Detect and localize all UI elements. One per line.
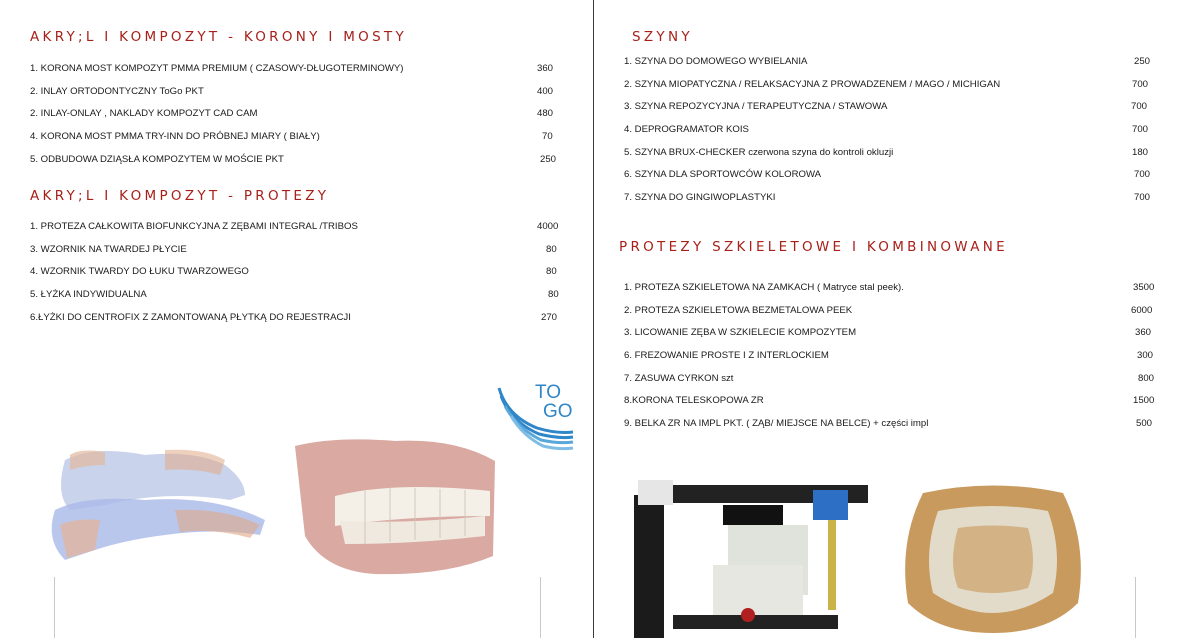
item-label: 8.KORONA TELESKOPOWA ZR: [624, 395, 764, 407]
item-price: 3500: [1133, 282, 1155, 293]
price-row: [30, 86, 590, 109]
articulator-illustration: [628, 465, 873, 638]
item-label: 3. LICOWANIE ZĘBA W SZKIELECIE KOMPOZYTEM: [624, 327, 857, 339]
item-price: 700: [1132, 78, 1149, 90]
item-label: 3. SZYNA REPOZYCYJNA / TERAPEUTYCZNA / STAWOWA: [624, 101, 888, 113]
price-row: [624, 305, 1164, 328]
item-label: 5. ŁYŻKA INDYWIDUALNA: [30, 289, 147, 301]
price-row: [624, 395, 1164, 418]
plaster-model-illustration: [898, 483, 1088, 638]
section-heading-korony-mosty: AKRY;L I KOMPOZYT - KORONY I MOSTY: [30, 29, 408, 45]
item-label: 2. PROTEZA SZKIELETOWA BEZMETALOWA PEEK: [624, 304, 853, 316]
price-row: [624, 169, 1164, 192]
item-price: 270: [541, 311, 558, 323]
frame-line: [54, 577, 55, 638]
item-label: 1. PROTEZA SZKIELETOWA NA ZAMKACH ( Matryce stal peek).: [624, 282, 904, 293]
item-label: 1. PROTEZA CAŁKOWITA BIOFUNKCYJNA Z ZĘBAMI INTEGRAL /TRIBOS: [30, 221, 358, 232]
item-price: 80: [548, 289, 559, 301]
item-price: 800: [1138, 372, 1155, 384]
item-price: 250: [1134, 56, 1151, 67]
splint-model-illustration: [45, 440, 275, 580]
item-price: 500: [1136, 418, 1153, 430]
price-row: [624, 147, 1164, 170]
price-row: [30, 154, 590, 177]
item-price: 700: [1134, 192, 1151, 204]
frame-line: [1135, 577, 1136, 638]
price-row: [30, 108, 590, 131]
item-price: 700: [1131, 101, 1148, 113]
item-price: 80: [546, 243, 557, 255]
price-row: [624, 327, 1164, 350]
price-row: [30, 289, 590, 312]
item-label: 9. BELKA ZR NA IMPL PKT. ( ZĄB/ MIEJSCE NA BELCE) + części impl: [624, 418, 929, 430]
item-price: 700: [1134, 169, 1151, 181]
price-row: [30, 244, 590, 267]
item-price: 80: [546, 266, 557, 278]
togo-logo: [497, 376, 577, 456]
price-list-szyny: [624, 56, 1164, 215]
item-label: 1. KORONA MOST KOMPOZYT PMMA PREMIUM ( CZASOWY-DŁUGOTERMINOWY): [30, 63, 404, 74]
item-label: 3. WZORNIK NA TWARDEJ PŁYCIE: [30, 243, 187, 255]
item-label: 6. SZYNA DLA SPORTOWCÓW KOLOROWA: [624, 169, 822, 181]
logo-text-to: TO: [535, 382, 562, 403]
item-price: 360: [537, 63, 554, 74]
price-list-protezy: [30, 221, 590, 334]
price-list-protezy-szkieletowe: [624, 282, 1164, 441]
section-heading-szyny: SZYNY: [632, 29, 693, 45]
item-price: 300: [1137, 350, 1154, 362]
frame-line: [540, 577, 541, 638]
item-price: 70: [542, 131, 553, 143]
price-row: [30, 312, 590, 335]
item-label: 2. SZYNA MIOPATYCZNA / RELAKSACYJNA Z PROWADZENEM / MAGO / MICHIGAN: [624, 78, 1001, 90]
price-row: [624, 101, 1164, 124]
price-row: [30, 63, 590, 86]
item-label: 4. DEPROGRAMATOR KOIS: [624, 124, 749, 136]
item-label: 2. INLAY-ONLAY , NAKLADY KOMPOZYT CAD CAM: [30, 108, 258, 120]
logo-text-go: GO: [543, 401, 573, 422]
price-row: [30, 221, 590, 244]
item-label: 6. FREZOWANIE PROSTE I Z INTERLOCKIEM: [624, 350, 829, 362]
price-row: [624, 56, 1164, 79]
item-label: 2. INLAY ORTODONTYCZNY ToGo PKT: [30, 85, 204, 97]
price-row: [30, 266, 590, 289]
item-price: 700: [1132, 124, 1149, 136]
page-divider: [593, 0, 594, 638]
item-price: 480: [537, 108, 554, 120]
price-row: [624, 282, 1164, 305]
section-heading-protezy: AKRY;L I KOMPOZYT - PROTEZY: [30, 188, 330, 204]
price-row: [30, 131, 590, 154]
item-label: 5. SZYNA BRUX-CHECKER czerwona szyna do kontroli okluzji: [624, 146, 894, 158]
item-price: 180: [1132, 146, 1149, 158]
item-price: 360: [1135, 327, 1152, 339]
item-price: 4000: [537, 221, 559, 232]
price-row: [624, 79, 1164, 102]
denture-illustration: [295, 436, 500, 581]
item-price: 6000: [1131, 304, 1153, 316]
item-label: 1. SZYNA DO DOMOWEGO WYBIELANIA: [624, 56, 808, 67]
item-label: 7. SZYNA DO GINGIWOPLASTYKI: [624, 192, 776, 204]
item-label: 6.ŁYŻKI DO CENTROFIX Z ZAMONTOWANĄ PŁYTKĄ DO REJESTRACJI: [30, 311, 351, 323]
item-label: 7. ZASUWA CYRKON szt: [624, 372, 734, 384]
item-label: 4. KORONA MOST PMMA TRY-INN DO PRÓBNEJ MIARY ( BIAŁY): [30, 131, 320, 143]
item-label: 4. WZORNIK TWARDY DO ŁUKU TWARZOWEGO: [30, 266, 249, 278]
item-label: 5. ODBUDOWA DZIĄSŁA KOMPOZYTEM W MOŚCIE PKT: [30, 153, 284, 165]
price-list-korony-mosty: [30, 63, 590, 176]
item-price: 1500: [1133, 395, 1155, 407]
price-row: [624, 350, 1164, 373]
section-heading-protezy-szkieletowe: PROTEZY SZKIELETOWE I KOMBINOWANE: [619, 239, 1008, 255]
price-row: [624, 124, 1164, 147]
item-price: 400: [537, 85, 554, 97]
price-row: [624, 418, 1164, 441]
item-price: 250: [540, 153, 557, 165]
price-row: [624, 192, 1164, 215]
price-row: [624, 373, 1164, 396]
